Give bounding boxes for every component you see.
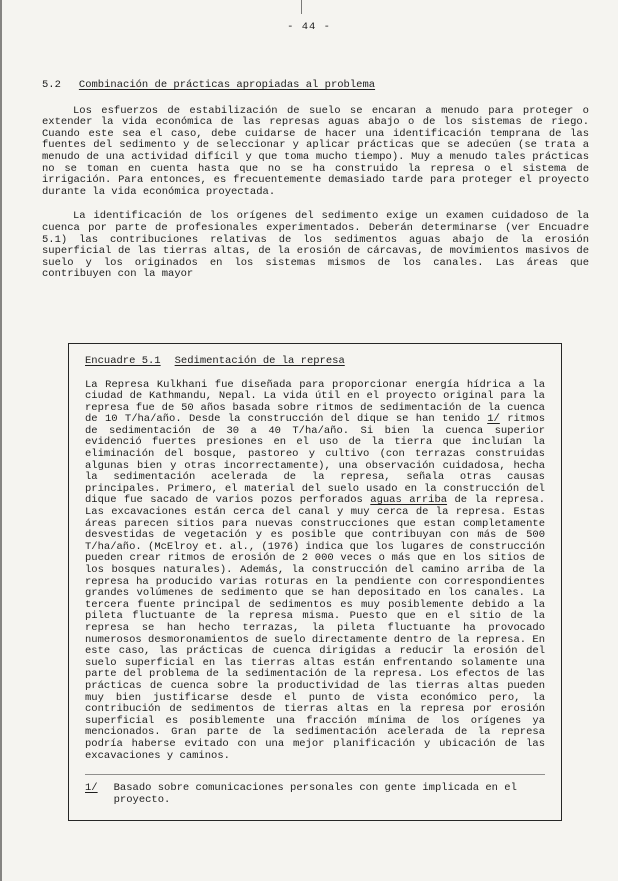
section-heading (42, 80, 589, 92)
encuadre-body: La Represa Kulkhani fue diseñada para proporcionar energía hídrica a la ciudad de Kathmandu, Nepal. La vida útil en el proyecto original para la represa fue de 50 años basada sobre ritmos de sedimentación de la cuenca de 10 T/ha/año. Desde la construcción del dique se han tenido 1/ ritmos de sedimentación de 30 a 40 T/ha/año. Si bien la cuenca superior evidenció fuertes presiones en el uso de la tierra que incluían la eliminación del bosque, pastoreo y cultivo (con terrazas construidas algunas bien y otras incorrectamente), una observación cuidadosa, hecha la sedimentación acelerada de la represa, señala otras causas principales. Primero, el material del suelo usado en la construcción del dique fue sacado de varios pozos perforados aguas arriba de la represa. Las excavaciones están cerca del canal y muy cerca de la represa. Estas áreas parecen sitios para nuevas construcciones que estan completamente desvestidas de vegetación y es posible que contribuyan con más de 500 T/ha/año. (McElroy et. al., (1976) indica que los lugares de construcción pueden crear ritmos de erosión de 2 000 veces o más que en los sitios de los bosques naturales). Además, la construcción del camino arriba de la represa ha producido varias roturas en la pendiente con correspondientes grandes volúmenes de sedimento que se han depositado en los canales. La tercera fuente principal de sedimentos es muy posiblemente debido a la pileta fluctuante de la represa misma. Puesto que en el sitio de la represa se han hecho terrazas, la pileta fluctuante ha provocado numerosos desmoronamientos de suelo directamente dentro de la represa. En este caso, las prácticas de cuenca dirigidas a reducir la erosión del suelo superficial en las tierras altas están enfrentando solamente una parte del problema de la sedimentación de la represa. Los efectos de las prácticas de cuenca sobre la productividad de las tierras altas pueden muy bien justificarse desde el punto de vista económico pero, la contribución de sedimentos de tierras altas en la represa por erosión superficial es posiblemente una fracción mínima de los orígenes ya mencionados. Gran parte de la sedimentación acelerada de la represa podría haberse evitado con una mejor planificación y ubicación de las excavaciones y caminos. (85, 378, 546, 762)
paragraph-2: La identificación de los orígenes del sedimento exige un examen cuidadoso de la cuenca por parte de profesionales experimentados. Deberán determinarse (ver Encuadre 5.1) las contribuciones relativas de los sedimentos aguas abajo de la erosión superficial de las tierras altas, de la erosión de cárcavas, de movimientos masivos de suelo y los originados en los sistemas mismos de los canales. Las áreas que contribuyen con la mayor (42, 210, 589, 281)
page-number: - 44 - (287, 21, 331, 33)
scan-artifact-left-edge (0, 0, 2, 881)
encuadre-box (68, 343, 562, 821)
footnote (85, 783, 545, 806)
page-content (42, 80, 589, 821)
section-number: 5.2 (42, 79, 61, 91)
encuadre-title: Sedimentación de la represa (174, 354, 345, 367)
encuadre-heading (85, 356, 545, 368)
section-title: Combinación de prácticas apropiadas al problema (78, 79, 376, 91)
footnote-separator (85, 774, 545, 775)
footnote-text: Basado sobre comunicaciones personales con gente implicada en el proyecto. (113, 782, 517, 806)
footnote-marker: 1/ (85, 782, 98, 795)
paragraph-1: Los esfuerzos de estabilización de suelo se encaran a menudo para proteger o extender la vida económica de las represas aguas abajo o de los sistemas de riego. Cuando este sea el caso, debe cuidarse de hacer una identificación temprana de las fuentes del sedimento y de seleccionar y aplicar prácticas que se adecúen (se trata a menudo de una actividad difícil y que toma mucho tiempo). Muy a menudo tales prácticas no se toman en cuenta hasta que no se ha construido la represa o el sistema de irrigación. Para entonces, es frecuentemente demasiado tarde para proteger el proyecto durante la vida económica proyectada. (42, 104, 589, 198)
scan-artifact-top-tick (301, 0, 302, 14)
encuadre-label: Encuadre 5.1 (85, 354, 161, 367)
